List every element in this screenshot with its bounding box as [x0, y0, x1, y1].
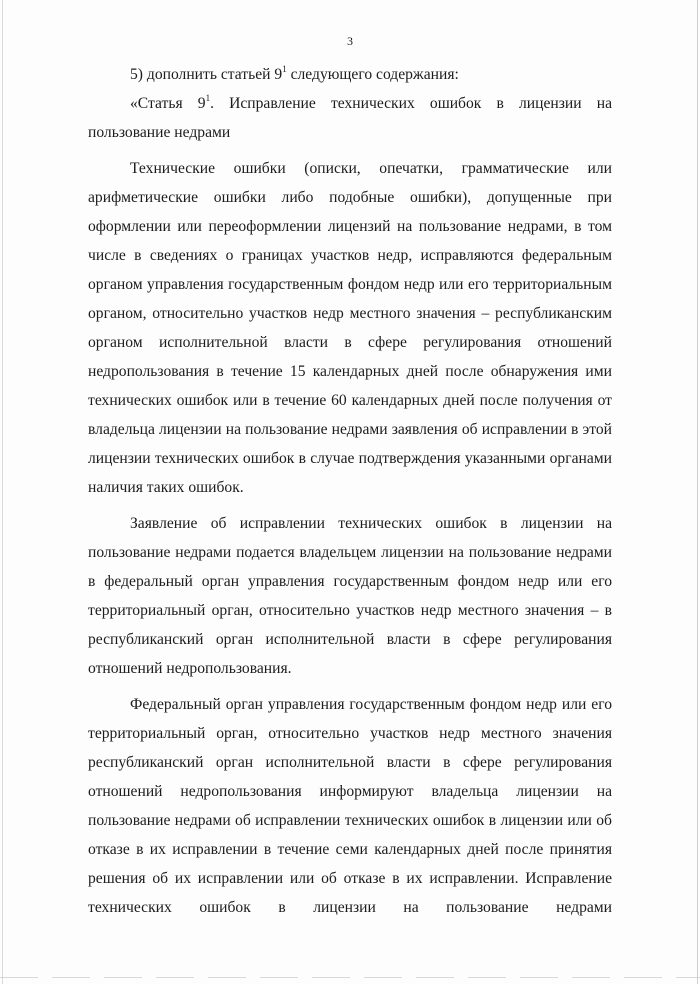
- amendment-item-superscript: 1: [282, 64, 287, 74]
- article-heading: [88, 89, 612, 147]
- amendment-item-text-end: следующего содержания:: [286, 66, 459, 83]
- scan-right-edge: [697, 0, 698, 984]
- scan-left-edge: [2, 0, 3, 984]
- document-body: [88, 60, 612, 922]
- page-number: 3: [347, 34, 353, 48]
- paragraph-technical-errors: Технические ошибки (описки, опечатки, грамматические или арифметические ошибки либо подобные ошибки), допущенные при оформлении или переоформлении лицензий на пользование недрами, в том числе в сведениях о границах участков недр, исправляются федеральным органом управления государственным фондом недр или его территориальным органом, относительно участков недр местного значения – республиканским органом исполнительной власти в сфере регулирования отношений недропользования в течение 15 календарных дней после обнаружения ими технических ошибок или в течение 60 календарных дней после получения от владельца лицензии на пользование недрами заявления об исправлении в этой лицензии технических ошибок в случае подтверждения указанными органами наличия таких ошибок.: [88, 160, 612, 496]
- scan-bottom-edge: [0, 977, 700, 978]
- amendment-item: [88, 60, 612, 89]
- paragraph-application: Заявление об исправлении технических ошибок в лицензии на пользование недрами подается владельцем лицензии на пользование недрами в федеральный орган управления государственным фондом недр или его территориальный орган, относительно участков недр местного значения – в республиканский орган исполнительной власти в сфере регулирования отношений недропользования.: [88, 515, 612, 677]
- article-heading-superscript: 1: [205, 93, 211, 103]
- article-heading-text: «Статья 9: [130, 95, 206, 112]
- paragraph-notification: Федеральный орган управления государственным фондом недр или его территориальный орган, относительно участков недр местного значения республиканский орган исполнительной власти в сфере регулирования отношений недропользования информируют владельца лицензии на пользование недрами об исправлении технических ошибок в лицензии или об отказе в их исправлении в течение семи календарных дней после принятия решения об их исправлении или об отказе в их исправлении. Исправление технических ошибок в лицензии на пользование недрами: [88, 696, 612, 916]
- article-heading-title: . Исправление технических ошибок в лицензии на пользование недрами: [88, 95, 612, 141]
- amendment-item-text: 5) дополнить статьей 9: [130, 66, 283, 83]
